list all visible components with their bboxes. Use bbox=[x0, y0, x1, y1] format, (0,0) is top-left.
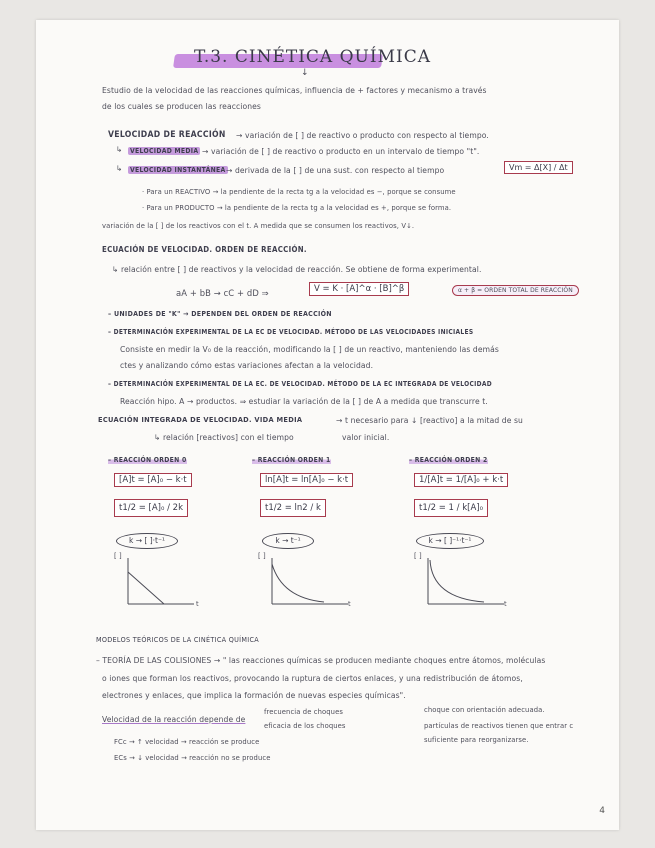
det-experimental-heading: – DETERMINACIÓN EXPERIMENTAL DE LA EC DE VELOCIDAD. MÉTODO DE LAS VELOCIDADES INICIALES bbox=[108, 328, 474, 336]
page-number: 4 bbox=[599, 806, 605, 816]
eficacia-choques: eficacia de los choques bbox=[264, 722, 346, 730]
orden-2-units: k → [ ]⁻¹·t⁻¹ bbox=[416, 533, 484, 549]
orden-1-half-life: t1/2 = ln2 / k bbox=[260, 499, 326, 517]
velocidad-media-label: VELOCIDAD MEDIA bbox=[130, 147, 199, 155]
ecuacion-heading: ECUACIÓN DE VELOCIDAD. ORDEN DE REACCIÓN. bbox=[102, 245, 307, 254]
ecs-line: ECs → ↓ velocidad → reacción no se produce bbox=[114, 754, 271, 762]
orden-1-y-label: [ ] bbox=[258, 552, 266, 560]
integrada-sub: ↳ relación [reactivos] con el tiempo bbox=[154, 433, 294, 442]
velocidad-media-text: → variación de [ ] de reactivo o producto en un intervalo de tiempo "t". bbox=[202, 147, 480, 156]
velocidad-heading: VELOCIDAD DE REACCIÓN bbox=[108, 130, 226, 140]
orden-2-label: – REACCIÓN ORDEN 2 bbox=[409, 456, 488, 464]
orden-1-units: k → t⁻¹ bbox=[262, 533, 314, 549]
hipo-line: Reacción hipo. A → productos. ⇒ estudiar la variación de la [ ] de A a medida que transcurre t. bbox=[120, 397, 488, 406]
orden-0-line bbox=[128, 572, 164, 604]
orden-1-equation: ln[A]t = ln[A]₀ − k·t bbox=[260, 473, 353, 487]
orden-2-half-life: t1/2 = 1 / k[A]₀ bbox=[414, 499, 488, 517]
orden-0-x-label: t bbox=[196, 600, 199, 608]
velocidad-heading-rest: → variación de [ ] de reactivo o producto con respecto al tiempo. bbox=[236, 131, 489, 140]
colisiones-line-3: electrones y enlaces, que implica la formación de nuevas especies químicas". bbox=[102, 691, 406, 700]
orden-2-equation: 1/[A]t = 1/[A]₀ + k·t bbox=[414, 473, 508, 487]
integrada-heading: ECUACIÓN INTEGRADA DE VELOCIDAD. VIDA MEDIA bbox=[98, 415, 303, 424]
det-experimental-line-1: Consiste en medir la V₀ de la reacción, modificando la [ ] de un reactivo, manteniendo las demás bbox=[120, 345, 499, 354]
reactivo-line: · Para un REACTIVO → la pendiente de la recta tg a la velocidad es −, porque se consume bbox=[142, 188, 456, 196]
fcc-line: FCc → ↑ velocidad → reacción se produce bbox=[114, 738, 260, 746]
frecuencia-choques: frecuencia de choques bbox=[264, 708, 344, 716]
orden-2-y-label: [ ] bbox=[414, 552, 422, 560]
orden-0-graph bbox=[120, 552, 200, 612]
orden-2-curve bbox=[430, 560, 484, 602]
ecuacion-reaction: aA + bB → cC + dD ⇒ bbox=[176, 288, 269, 298]
inst-arrow: ↳ bbox=[116, 164, 123, 173]
formula-v-box: V = K · [A]^α · [B]^β bbox=[309, 282, 409, 296]
eficacia-detail-1: choque con orientación adecuada. bbox=[424, 706, 545, 714]
velocidad-instantanea-label: VELOCIDAD INSTANTÁNEA bbox=[130, 166, 226, 174]
ecuacion-relacion: ↳ relación entre [ ] de reactivos y la velocidad de reacción. Se obtiene de forma experimental. bbox=[112, 265, 482, 274]
velocidad-instantanea-text: → derivada de la [ ] de una sust. con respecto al tiempo bbox=[226, 166, 445, 175]
orden-2-graph bbox=[420, 552, 510, 612]
intro-line-1: Estudio de la velocidad de las reacciones químicas, influencia de + factores y mecanismo a través bbox=[102, 86, 487, 95]
orden-1-curve bbox=[272, 564, 324, 602]
orden-0-label: – REACCIÓN ORDEN 0 bbox=[108, 456, 187, 464]
det-experimental-line-2: ctes y analizando cómo estas variaciones afectan a la velocidad. bbox=[120, 361, 374, 370]
orden-total: α + β = ORDEN TOTAL DE REACCIÓN bbox=[452, 285, 579, 296]
orden-0-equation: [A]t = [A]₀ − k·t bbox=[114, 473, 192, 487]
modelos-heading: MODELOS TEÓRICOS DE LA CINÉTICA QUÍMICA bbox=[96, 635, 260, 644]
orden-0-y-label: [ ] bbox=[114, 552, 122, 560]
media-arrow: ↳ bbox=[116, 145, 123, 154]
orden-1-x-label: t bbox=[348, 600, 351, 608]
eficacia-detail-2: partículas de reactivos tienen que entrar c bbox=[424, 722, 574, 730]
orden-1-graph bbox=[264, 552, 354, 612]
orden-0-half-life: t1/2 = [A]₀ / 2k bbox=[114, 499, 188, 517]
colisiones-line-2: o iones que forman los reactivos, provocando la ruptura de ciertos enlaces, y una redistribución de átomos, bbox=[102, 674, 523, 683]
colisiones-line-1: – TEORÍA DE LAS COLISIONES → " las reacciones químicas se producen mediante choques entre átomos, moléculas bbox=[96, 656, 546, 665]
det-integrada-heading: – DETERMINACIÓN EXPERIMENTAL DE LA EC. DE VELOCIDAD. MÉTODO DE LA EC INTEGRADA DE VELOCIDAD bbox=[108, 380, 492, 388]
variacion-line: variación de la [ ] de los reactivos con el t. A medida que se consumen los reactivos, V↓. bbox=[102, 222, 415, 230]
intro-line-2: de los cuales se producen las reacciones bbox=[102, 102, 261, 111]
title-arrow: ↓ bbox=[301, 68, 309, 78]
integrada-sub-2: valor inicial. bbox=[342, 433, 390, 442]
eficacia-detail-3: suficiente para reorganizarse. bbox=[424, 736, 529, 744]
orden-0-units: k → [ ]·t⁻¹ bbox=[116, 533, 178, 549]
orden-2-x-label: t bbox=[504, 600, 507, 608]
depende-line: Velocidad de la reacción depende de bbox=[102, 715, 246, 724]
page-title: T.3. CINÉTICA QUÍMICA bbox=[194, 47, 432, 67]
integrada-heading-rest: → t necesario para ↓ [reactivo] a la mitad de su bbox=[336, 416, 523, 425]
formula-vm-box: Vm = Δ[X] / Δt bbox=[504, 161, 573, 174]
unidades-k: – UNIDADES DE "K" → DEPENDEN DEL ORDEN DE REACCIÓN bbox=[108, 310, 332, 318]
orden-1-label: – REACCIÓN ORDEN 1 bbox=[252, 456, 331, 464]
notebook-page bbox=[36, 20, 619, 830]
producto-line: · Para un PRODUCTO → la pendiente de la recta tg a la velocidad es +, porque se forma. bbox=[142, 204, 452, 212]
